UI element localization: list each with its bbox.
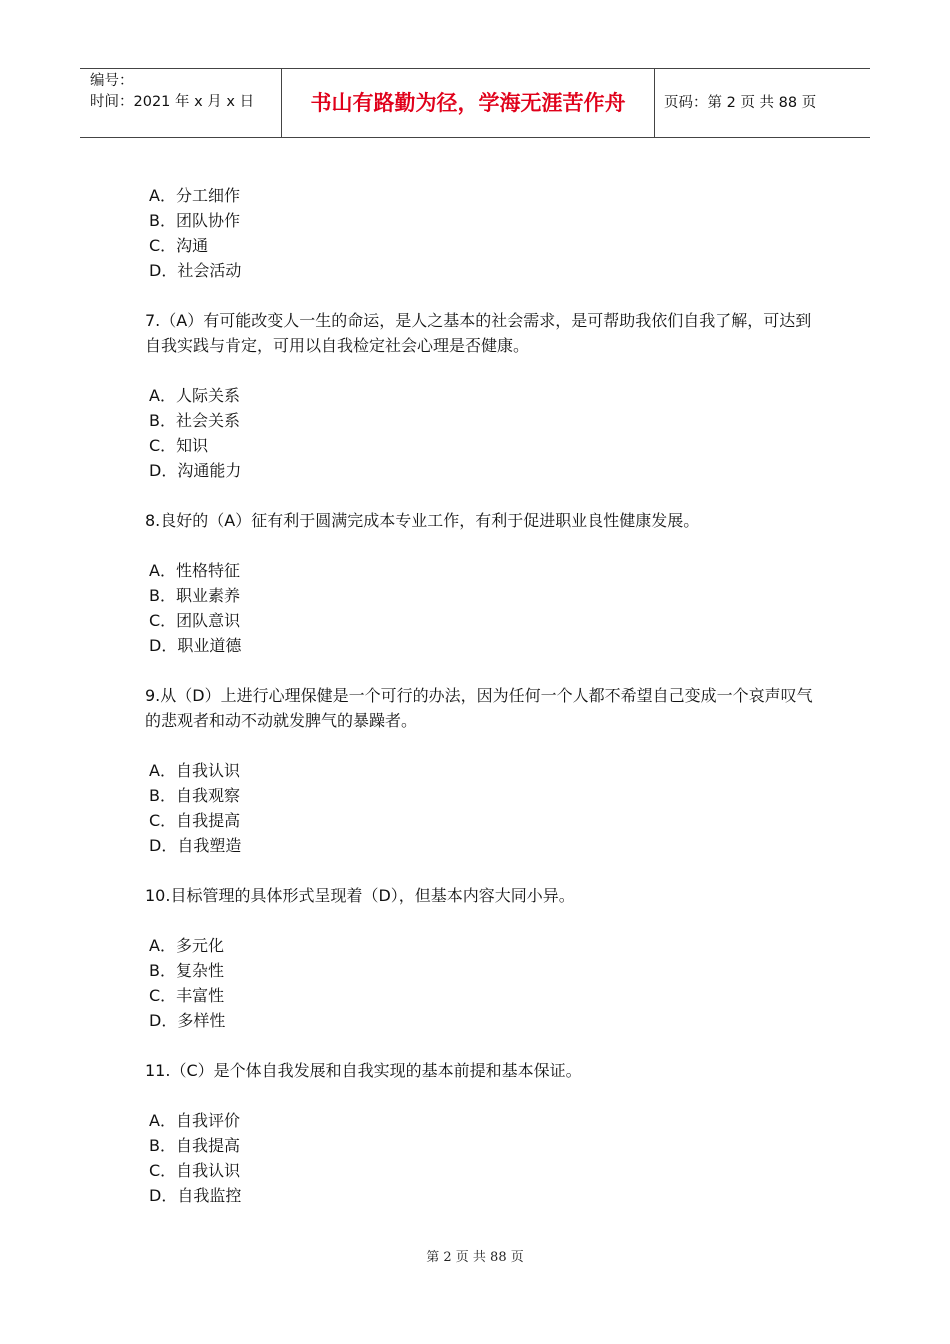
- option-item: B．自我观察: [149, 786, 240, 805]
- question-text: 8.良好的（A）征有利于圆满完成本专业工作，有利于促进职业良性健康发展。: [145, 511, 700, 530]
- option-item: B．职业素养: [149, 586, 240, 605]
- option-item: D．自我塑造: [149, 836, 242, 855]
- question-text: 7.（A）有可能改变人一生的命运，是人之基本的社会需求，是可帮助我依们自我了解，可达到自我实践与肯定，可用以自我检定社会心理是否健康。: [145, 311, 812, 355]
- number-label: 编号：: [90, 73, 134, 89]
- option-item: C．沟通: [149, 236, 209, 255]
- header-page-info: 页码：第 2 页 共 88 页: [664, 95, 817, 111]
- option-item: A．自我认识: [149, 761, 240, 780]
- option-item: B．社会关系: [149, 411, 240, 430]
- option-item: D．社会活动: [149, 261, 242, 280]
- option-item: C．自我认识: [149, 1161, 241, 1180]
- option-item: D．自我监控: [149, 1186, 242, 1205]
- option-list: [145, 183, 825, 283]
- option-item: C．知识: [149, 436, 209, 455]
- option-item: C．团队意识: [149, 611, 241, 630]
- option-item: C．自我提高: [149, 811, 241, 830]
- document-body: [145, 183, 825, 1233]
- page-footer: 第 2 页 共 88 页: [426, 1250, 524, 1265]
- header-divider: [654, 69, 655, 137]
- option-list: [145, 383, 825, 483]
- option-item: A．多元化: [149, 936, 224, 955]
- option-list: [145, 758, 825, 858]
- page-header: [80, 68, 870, 138]
- option-item: A．性格特征: [149, 561, 240, 580]
- option-list: [145, 1108, 825, 1208]
- option-item: D．职业道德: [149, 636, 242, 655]
- date-line: 时间：2021 年 x 月 x 日: [90, 94, 255, 110]
- option-list: [145, 933, 825, 1033]
- option-item: B．复杂性: [149, 961, 224, 980]
- option-item: B．团队协作: [149, 211, 240, 230]
- option-item: D．多样性: [149, 1011, 226, 1030]
- header-motto: 书山有路勤为径，学海无涯苦作舟: [310, 90, 626, 115]
- option-list: [145, 558, 825, 658]
- question-text: 9.从（D）上进行心理保健是一个可行的办法，因为任何一个人都不希望自己变成一个哀声叹气的悲观者和动不动就发脾气的暴躁者。: [145, 686, 813, 730]
- question-text: 11.（C）是个体自我发展和自我实现的基本前提和基本保证。: [145, 1061, 582, 1080]
- option-item: A．人际关系: [149, 386, 240, 405]
- option-item: A．分工细作: [149, 186, 240, 205]
- header-meta: [90, 71, 280, 113]
- question-text: 10.目标管理的具体形式呈现着（D），但基本内容大同小异。: [145, 886, 575, 905]
- option-item: A．自我评价: [149, 1111, 240, 1130]
- option-item: C．丰富性: [149, 986, 225, 1005]
- option-item: B．自我提高: [149, 1136, 240, 1155]
- option-item: D．沟通能力: [149, 461, 242, 480]
